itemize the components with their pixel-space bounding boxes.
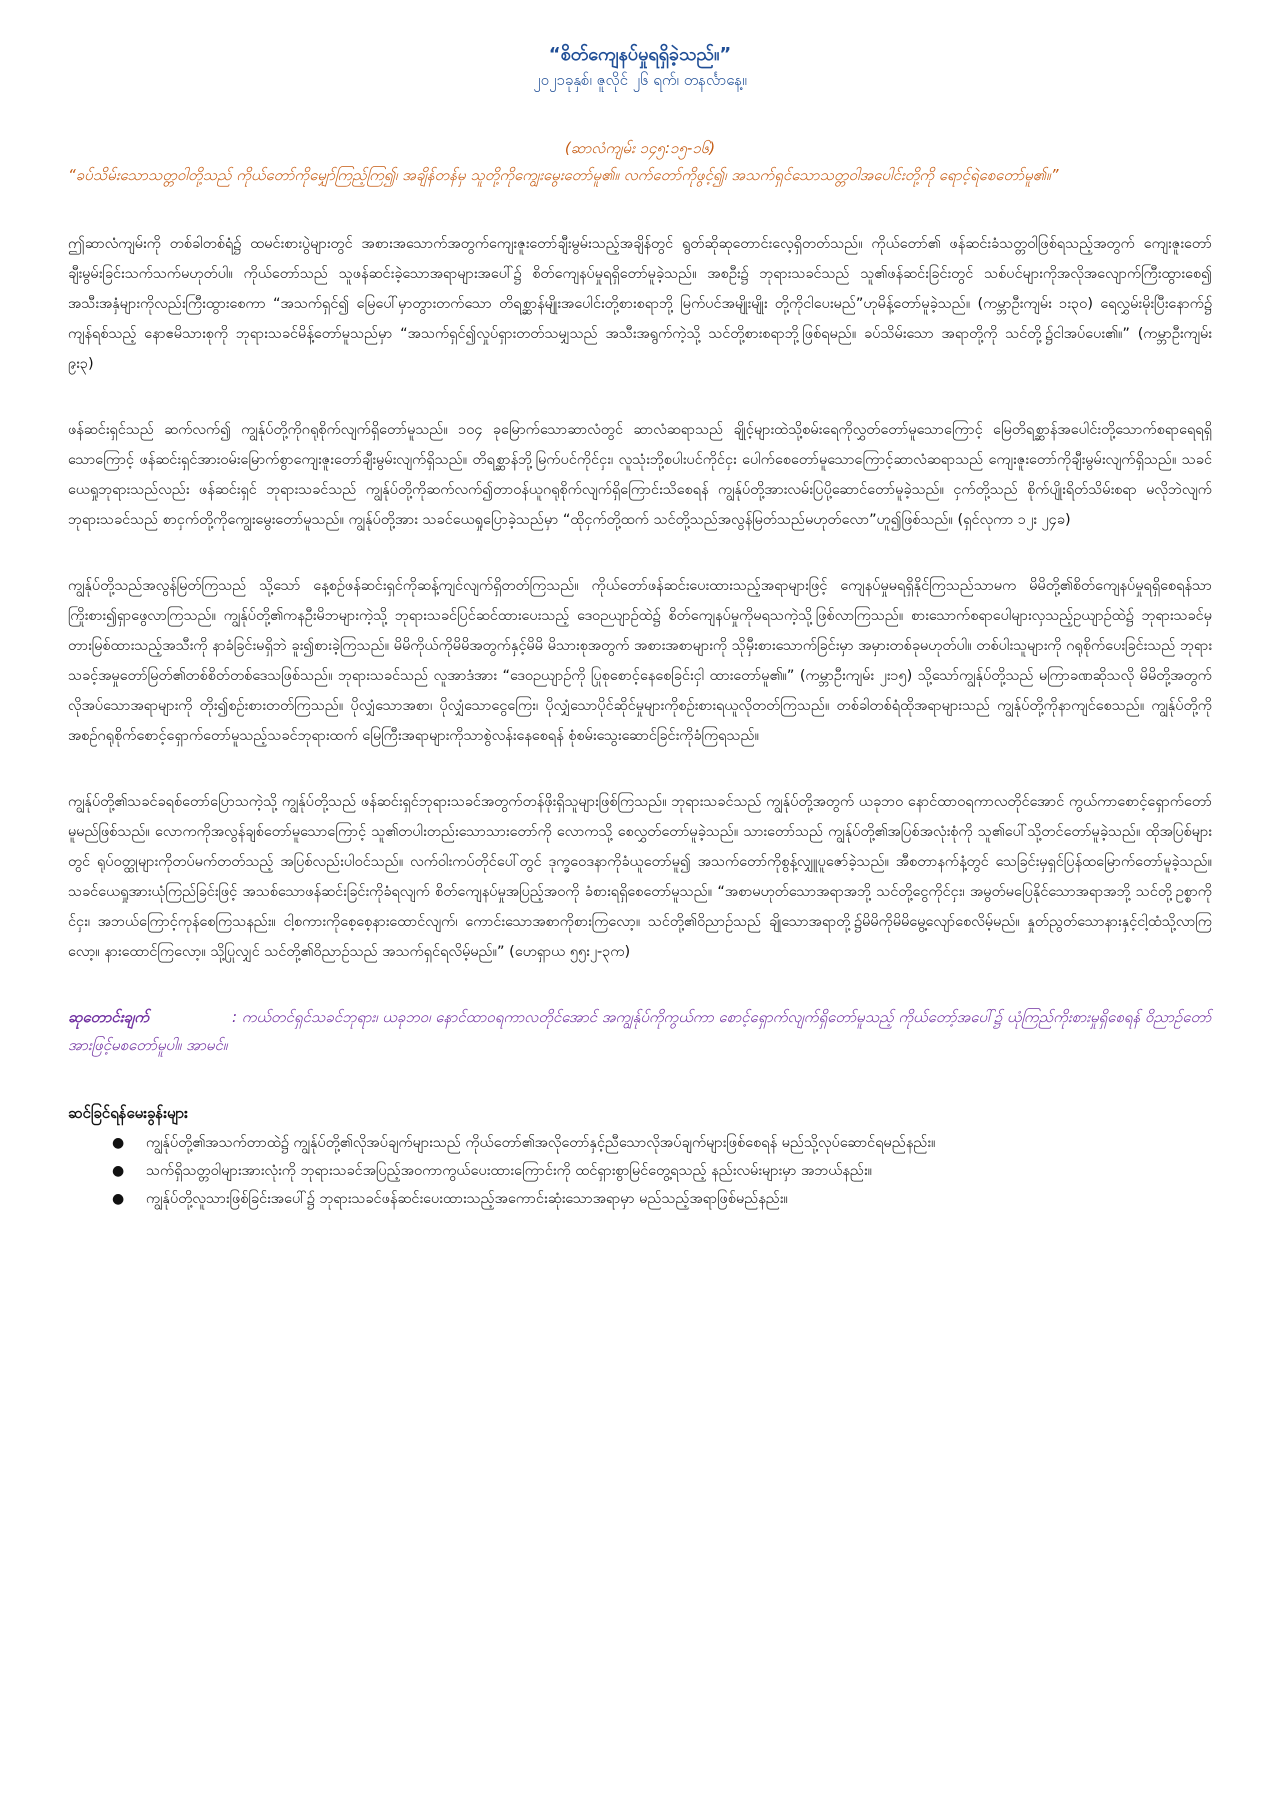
question-item xyxy=(112,1185,1212,1213)
question-text: ကျွန်ုပ်တို့၏အသက်တာထဲ၌ ကျွန်ုပ်တို့၏လိုအပ်ချက်များသည် ကိုယ်တော်၏အလိုတော်နှင့်ညီသောလိုအပ်ချက်များဖြစ်စေရန် မည်သို့လုပ်ဆောင်ရမည်နည်း။ xyxy=(146,1135,936,1151)
questions-list xyxy=(68,1129,1212,1213)
question-text: ကျွန်ုပ်တို့လူသားဖြစ်ခြင်းအပေါ်၌ ဘုရားသခင်ဖန်ဆင်းပေးထားသည့်အကောင်းဆုံးသောအရာမှာ မည်သည့်အရာဖြစ်မည်နည်း။ xyxy=(146,1191,788,1207)
body-paragraph-3: ကျွန်ုပ်တို့သည်အလွန်မြတ်ကြသည် သို့သော် နေ့စဉ်ဖန်ဆင်းရှင်ကိုဆန့်ကျင်လျက်ရှိတတ်ကြသည်။ ကိုယ်တော်ဖန်ဆင်းပေးထားသည့်အရာများဖြင့် ကျေနပ်မှုမရရှိနိုင်ကြသည်သာမက မိမိတို့၏စိတ်ကျေနပ်မှုရရှိစေရန်သာ ကြိုးစား၍ရှာဖွေလာကြသည်။ ကျွန်ုပ်တို့၏ကနဦးမိဘများကဲ့သို့ ဘုရားသခင်ပြင်ဆင်ထားပေးသည့် ဒေဝဉယျာဉ်ထဲ၌ စိတ်ကျေနပ်မှုကိုမရသကဲ့သို့ဖြစ်လာကြသည်။ စားသောက်စရာပေါများလှသည့်ဥယျာဉ်ထဲ၌ ဘုရားသခင်မှတားမြစ်ထားသည့်အသီးကို နာခံခြင်းမရှိဘဲ ခူး၍စားခဲ့ကြသည်။ မိမိကိုယ်ကိုမိမိအတွက်နှင့်မိမိ မိသားစုအတွက် အစားအစာများကို သိုမှီးစားသောက်ခြင်းမှာ အမှားတစ်ခုမဟုတ်ပါ။ တစ်ပါးသူများကို ဂရုစိုက်ပေးခြင်းသည် ဘုရားသခင့်အမှုတော်မြတ်၏တစ်စိတ်တစ်ဒေသဖြစ်သည်။ ဘုရားသခင်သည် လူအာဒံအား “ဒေဝဉယျာဉ်ကို ပြုစုစောင့်နေစေခြင်းငှါ ထားတော်မူ၏။” (ကမ္ဘာဦးကျမ်း ၂း၁၅) သို့သော်ကျွန်ုပ်တို့သည် မကြာခဏဆိုသလို မိမိတို့အတွက်လိုအပ်သောအရာများကို တိုး၍စဉ်းစားတတ်ကြသည်။ ပိုလျှံသောအစာ၊ ပိုလျှံသောငွေကြေး၊ ပိုလျှံသောပိုင်ဆိုင်မှုများကိုစဉ်းစားရယူလိုတတ်ကြသည်။ တစ်ခါတစ်ရံထိုအရာများသည် ကျွန်ုပ်တို့ကိုနာကျင်စေသည်။ ကျွန်ုပ်တို့ကို အစဉ်ဂရုစိုက်စောင့်ရှောက်တော်မူသည့်သခင်ဘုရားထက် မြေကြီးအရာများကိုသာစွဲလန်းနေစေရန် စုံစမ်းသွေးဆောင်ခြင်းကိုခံကြရသည်။ xyxy=(68,578,1212,744)
page-title: “စိတ်ကျေနပ်မှုရရှိခဲ့သည်။” xyxy=(548,44,732,65)
page-date: ၂၀၂၁ခုနှစ်၊ ဇူလိုင် ၂၆ ရက်၊ တနင်္လာနေ့။ xyxy=(533,71,747,89)
body-paragraph-4: ကျွန်ုပ်တို့၏သခင်ခရစ်တော်ပြောသကဲ့သို့ ကျွန်ုပ်တို့သည် ဖန်ဆင်းရှင်ဘုရားသခင်အတွက်တန်ဖိုးရှိသူများဖြစ်ကြသည်။ ဘုရားသခင်သည် ကျွန်ုပ်တို့အတွက် ယခုဘဝ နောင်ထာဝရကာလတိုင်အောင် ကွယ်ကာစောင့်ရှောက်တော်မူမည်ဖြစ်သည်။ လောကကိုအလွန်ချစ်တော်မူသောကြောင့် သူ၏တပါးတည်းသောသားတော်ကို လောကသို့ စေလွှတ်တော်မူခဲ့သည်။ သားတော်သည် ကျွန်ုပ်တို့၏အပြစ်အလုံးစုံကို သူ၏ပေါ်သို့တင်တော်မူခဲ့သည်။ ထိုအပြစ်များတွင် ရုပ်ဝတ္ထုများကိုတပ်မက်တတ်သည့် အပြစ်လည်းပါဝင်သည်။ လက်ဝါးကပ်တိုင်ပေါ်တွင် ဒုက္ခဝေဒနာကိုခံယူတော်မူ၍ အသက်တော်ကိုစွန့်လျှူပူဇော်ခဲ့သည်။ အီစတာနက်နံ့တွင် သေခြင်းမှရှင်ပြန်ထမြောက်တော်မူခဲ့သည်။ သခင်ယေရှုအားယုံကြည်ခြင်းဖြင့် အသစ်သောဖန်ဆင်းခြင်းကိုခံရလျက် စိတ်ကျေနပ်မှုအပြည့်အဝကို ခံစားရရှိစေတော်မူသည်။ “အစာမဟုတ်သောအရာအဘို့ သင်တို့ငွေကိုင်ငှး၊ အမွတ်မပြေနိုင်သောအရာအဘို့ သင်တို့ဥစ္စာကိုင်ငှး၊ အဘယ်ကြောင့်ကုန်စေကြသနည်း။ ငါ့စကားကိုစေ့စေ့နားထောင်လျက်၊ ကောင်းသောအစာကိုစားကြလော့။ သင်တို့၏ဝိညာဉ်သည် ချိုသောအရာတို့၌မိမိကိုမိမိမွေ့လျော်စေလိမ့်မည်။ နှုတ်ညွတ်သောနားနှင့်ငါ့ထံသို့လာကြလော့။ နားထောင်ကြလော့။ သို့ပြုလျှင် သင်တို့၏ဝိညာဉ်သည် အသက်ရှင်ရလိမ့်မည်။” (ဟေရှာယ ၅၅း၂-၃က) xyxy=(68,794,1212,960)
body-paragraph-2: ဖန်ဆင်းရှင်သည် ဆက်လက်၍ ကျွန်ုပ်တို့ကိုဂရုစိုက်လျက်ရှိတော်မူသည်။ ၁၀၄ ခုမြောက်သောဆာလံတွင် ဆာလံဆရာသည် ချိုင့်များထဲသို့စမ်းရေကိုလွှတ်တော်မူသောကြောင့် မြေတိရစ္ဆာန်အပေါင်းတို့သောက်စရာရေရရှိသောကြောင့် ဖန်ဆင်းရှင်အားဝမ်းမြောက်စွာကျေးဇူးတော်ချီးမွမ်းလျက်ရှိသည်။ တိရစ္ဆာန်ဘို့မြက်ပင်ကိုင်ငှး၊ လူသုံးဘို့စပါးပင်ကိုင်ငှး ပေါက်စေတော်မူသောကြောင့်ဆာလံဆရာသည် ကျေးဇူးတော်ကိုချီးမွမ်းလျက်ရှိသည်။ သခင်ယေရှုဘုရားသည်လည်း ဖန်ဆင်းရှင် ဘုရားသခင်သည် ကျွန်ုပ်တို့ကိုဆက်လက်၍တာဝန်ယူဂရုစိုက်လျက်ရှိကြောင်းသိစေရန် ကျွန်ုပ်တို့အားလမ်းပြပို့ဆောင်တော်မူခဲ့သည်။ ငှက်တို့သည် စိုက်ပျိုးရိတ်သိမ်းစရာ မလိုဘဲလျက် ဘုရားသခင်သည် စာငှက်တို့ကိုကျွေးမွေးတော်မူသည်။ ကျွန်ုပ်တို့အား သခင်ယေရှုပြောခဲ့သည်မှာ “ထိုငှက်တို့ထက် သင်တို့သည်အလွန်မြတ်သည်မဟုတ်လော”ဟူ၍ဖြစ်သည်။ (ရှင်လုကာ ၁၂း ၂၄ခ) xyxy=(68,422,1212,528)
prayer-block xyxy=(68,1003,1212,1059)
body-paragraph-1: ဤဆာလံကျမ်းကို တစ်ခါတစ်ရံ၌ ထမင်းစားပွဲများတွင် အစားအသောက်အတွက်ကျေးဇူးတော်ချီးမွမ်းသည့်အချိန်တွင် ရွတ်ဆိုဆုတောင်းလေ့ရှိတတ်သည်။ ကိုယ်တော်၏ ဖန်ဆင်းခံသတ္တဝါဖြစ်ရသည့်အတွက် ကျေးဇူးတော်ချီးမွမ်းခြင်းသက်သက်မဟုတ်ပါ။ ကိုယ်တော်သည် သူဖန်ဆင်းခဲ့သောအရာများအပေါ်၌ စိတ်ကျေနပ်မှုရရှိတော်မူခဲ့သည်။ အစဦး၌ ဘုရားသခင်သည် သူ၏ဖန်ဆင်းခြင်းတွင် သစ်ပင်များကိုအလိုအလျောက်ကြီးထွားစေ၍ အသီးအနှံများကိုလည်းကြီးထွားစေကာ “အသက်ရှင်၍ မြေပေါ်မှာတွားတက်သော တိရစ္ဆာန်မျိုးအပေါင်းတို့စားစရာဘို့ မြက်ပင်အမျိုးမျိုး တို့ကိုငါပေးမည်”ဟုမိန့်တော်မူခဲ့သည်။ (ကမ္ဘာဦးကျမ်း ၁း၃၀) ရေလွှမ်းမိုးပြီးနောက်၌ ကျန်ရစ်သည့် နောဧမိသားစုကို ဘုရားသခင်မိန့်တော်မူသည်မှာ “အသက်ရှင်၍လှုပ်ရှားတတ်သမျှသည် အသီးအရွက်ကဲ့သို့ သင်တို့စားစရာဘို့ဖြစ်ရမည်။ ခပ်သိမ်းသော အရာတို့ကို သင်တို့၌ငါအပ်ပေး၏။” (ကမ္ဘာဦးကျမ်း ၉း၃) xyxy=(68,236,1212,372)
question-item xyxy=(112,1129,1212,1157)
questions-heading: ဆင်ခြင်ရန်မေးခွန်းများ xyxy=(68,1104,188,1122)
verse-reference: (ဆာလံကျမ်း ၁၄၅:၁၅-၁၆) xyxy=(564,139,716,157)
prayer-label: ဆုတောင်းချက် xyxy=(68,1008,150,1026)
bullet-icon: ● xyxy=(112,1135,125,1151)
question-text: သက်ရှိသတ္တဝါများအားလုံးကို ဘုရားသခင်အပြည့်အဝကာကွယ်ပေးထားကြောင်းကို ထင်ရှားစွာမြင်တွေ့ရသည့် နည်းလမ်းများမှာ အဘယ်နည်း။ xyxy=(146,1163,873,1179)
prayer-text: : ကယ်တင်ရှင်သခင်ဘုရား၊ ယခုဘဝ၊ နောင်ထာဝရကာလတိုင်အောင် အကျွန်ုပ်ကိုကွယ်ကာ စောင့်ရှောက်လျက်ရှိတော်မူသည့် ကိုယ်တော့်အပေါ်၌ ယုံကြည်ကိုးစားမှုရှိစေရန် ဝိညာဉ်တော်အားဖြင့်မစတော်မူပါ။ အာမင်။ xyxy=(68,1008,1212,1054)
question-item xyxy=(112,1157,1212,1185)
bullet-icon: ● xyxy=(112,1163,125,1179)
bullet-icon: ● xyxy=(112,1191,125,1207)
verse-text: “ခပ်သိမ်းသောသတ္တဝါတို့သည် ကိုယ်တော်ကိုမျှော်ကြည့်ကြ၍၊ အချိန်တန်မှ သူတို့ကိုကျွေးမွေးတော်မူ၏။ လက်တော်ကိုဖွင့်၍၊ အသက်ရှင်သောသတ္တဝါအပေါင်းတို့ကို ရောင့်ရဲစေတော်မူ၏။” xyxy=(68,166,1059,184)
